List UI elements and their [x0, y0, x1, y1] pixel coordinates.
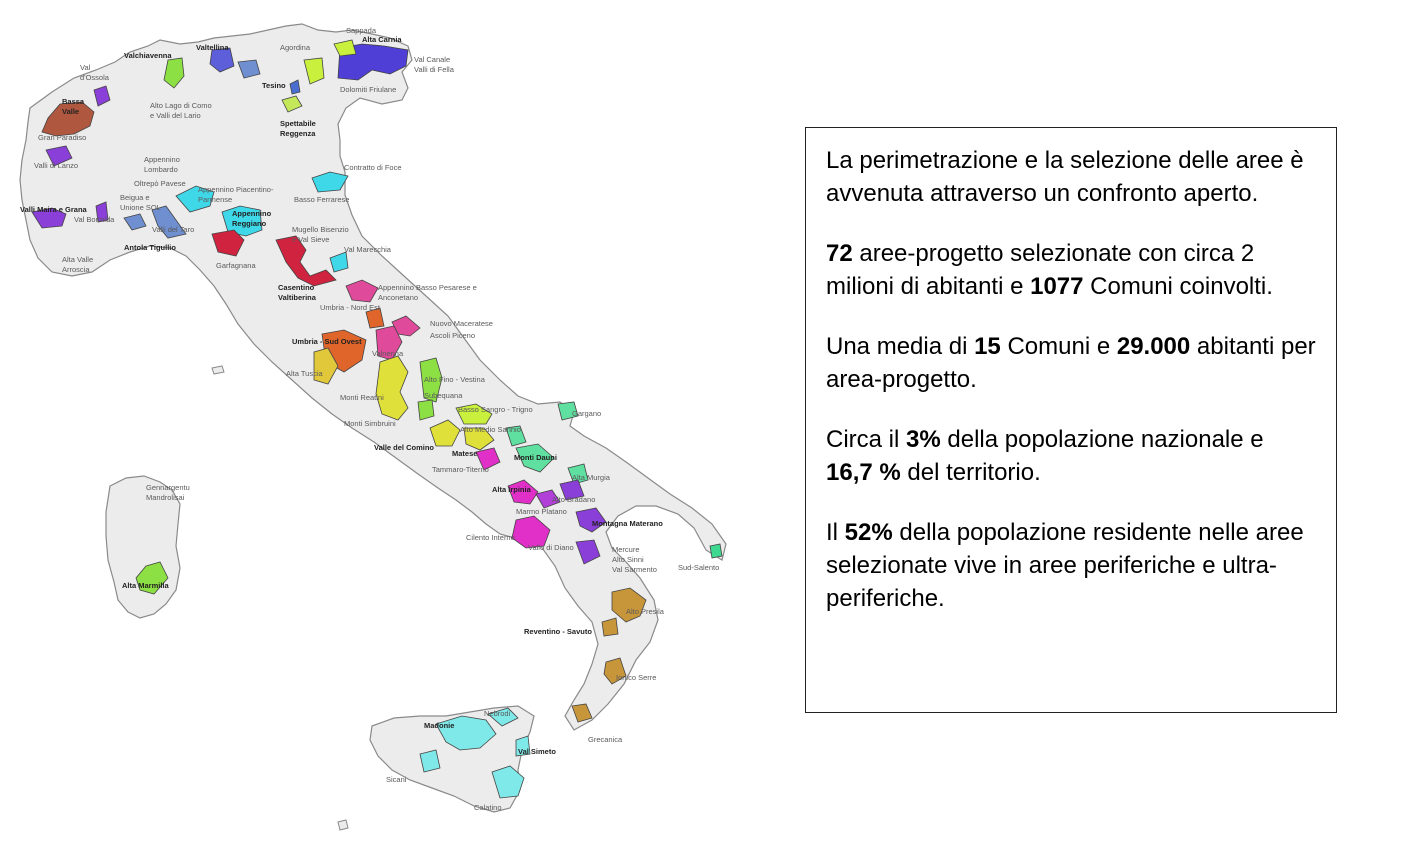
region-label-line: Ionico Serre [616, 673, 657, 682]
region-label-line: Madonie [424, 721, 455, 730]
region-label [344, 245, 392, 254]
region-label [286, 369, 324, 378]
info-number: 29.000 [1116, 333, 1191, 360]
region-label-line: Val Simeto [518, 747, 556, 756]
region-label-line: Mercure [612, 545, 640, 554]
info-paragraph-2 [826, 237, 1316, 303]
region-label-line: Appennino [144, 155, 180, 164]
region-label-line: Subequana [424, 391, 463, 400]
info-text: Comuni coinvolti. [1083, 273, 1273, 300]
region-label-line: Alta Murgia [572, 473, 610, 482]
region-label-line: Valle del Comino [374, 443, 435, 452]
region-label-line: e Val Sieve [292, 235, 330, 244]
region-label-line: Umbria - Nord Est [320, 303, 381, 312]
region-label-line: Monti Reatini [340, 393, 384, 402]
region-label-line: Valli Maira e Grana [20, 205, 87, 214]
region-label [474, 803, 502, 812]
region-label-line: Basso Sangro - Trigno [458, 405, 533, 414]
region-label-line: Monti Dauni [514, 453, 557, 462]
region-label [452, 449, 477, 458]
region-label [424, 721, 454, 730]
region-label [592, 519, 663, 528]
region-label [152, 225, 194, 234]
region-label-line: Alta Valle [62, 255, 94, 264]
region-label-line: Valli del Taro [152, 225, 195, 234]
region-label [432, 465, 489, 474]
region-label-line: Alto Fino - Vestina [424, 375, 485, 384]
region-label-line: Monti Simbruini [344, 419, 396, 428]
italy-mainland [20, 24, 726, 730]
region-label-line: Mugello Bisenzio [292, 225, 349, 234]
region-label [340, 393, 384, 402]
region-label-line: Alto Medio Sannio [460, 425, 521, 434]
region-label-line: Reggenza [280, 129, 316, 138]
region-label-line: Arroscia [62, 265, 90, 274]
small-island [338, 820, 348, 830]
region-label-line: Sud-Salento [678, 563, 720, 572]
region-label [588, 735, 623, 744]
region-label [414, 55, 455, 74]
info-text: abitanti per area-progetto. [826, 333, 1316, 393]
region-label-line: Gennargentu [146, 483, 190, 492]
region-label [612, 545, 657, 574]
region-label [626, 607, 665, 616]
region-label-line: Sicani [386, 775, 407, 784]
region-label-line: Gran Paradiso [38, 133, 87, 142]
region-label [424, 375, 486, 384]
region-label [552, 495, 595, 504]
region-label-line: Val Sarmento [612, 565, 657, 574]
region-label-line: Mandrolisai [146, 493, 185, 502]
region-label [430, 319, 493, 328]
region-label [124, 51, 172, 60]
region-label [518, 747, 556, 756]
region-label [292, 337, 362, 346]
region-label-line: Nuovo Maceratese [430, 319, 493, 328]
region-label [430, 331, 475, 340]
region-label-line: Parmense [198, 195, 233, 204]
region-label-line: Valnerina [372, 349, 404, 358]
region-label-line: Valli di Fella [414, 65, 454, 74]
region-label-line: Marmo Platano [516, 507, 567, 516]
region-label-line: Spettabile [280, 119, 316, 128]
region-label-line: Val Bormida [74, 215, 115, 224]
region-label-line: Valchiavenna [124, 51, 172, 60]
info-number: 72 [826, 240, 853, 267]
region-label [346, 26, 377, 35]
region-label-line: Alto Sinni [612, 555, 644, 564]
region-label [516, 507, 567, 516]
region-label [280, 119, 316, 138]
region-label [134, 179, 186, 188]
region-label-line: Garfagnana [216, 261, 256, 270]
region-label [144, 155, 180, 174]
region-label-line: Reventino - Savuto [524, 627, 592, 636]
region-label [424, 391, 463, 400]
region-label [458, 405, 533, 414]
region-label [280, 43, 311, 52]
info-number: 15 [974, 333, 1001, 360]
region-label-line: Valle [62, 107, 80, 116]
region-label [460, 425, 521, 434]
region-label [232, 209, 272, 228]
region-label-line: Agordina [280, 43, 311, 52]
region-label-line: Unione SOL [120, 203, 161, 212]
region-label [492, 485, 532, 494]
region-label-line: Val Canale [414, 55, 451, 64]
region-label-line: d'Ossola [80, 73, 109, 82]
region-label-line: Matese [452, 449, 478, 458]
region-label-line: Vallo di Diano [528, 543, 574, 552]
region-label-line: Basso Ferrarese [294, 195, 350, 204]
region-label [62, 255, 93, 274]
region-label [216, 261, 256, 270]
region-label [344, 419, 396, 428]
region-label-line: Umbria - Sud Ovest [292, 337, 362, 346]
area-patch [710, 544, 722, 558]
info-text: del territorio. [900, 459, 1041, 486]
info-text: Comuni e [1000, 333, 1117, 360]
info-text: della popolazione nazionale e [940, 426, 1264, 453]
region-label [528, 543, 574, 552]
region-label-line: Oltrepò Pavese [134, 179, 186, 188]
info-number: 3% [906, 426, 941, 453]
region-label [374, 443, 434, 452]
region-label [466, 533, 515, 542]
info-text: Il [826, 519, 845, 546]
area-patch [418, 400, 434, 420]
region-label [146, 483, 190, 502]
region-label-line: Nebrodi [484, 709, 511, 718]
info-text: aree-progetto selezionate con circa 2 milioni di abitanti e [826, 240, 1255, 300]
region-label-line: Alta Irpinia [492, 485, 531, 494]
region-label [124, 243, 176, 252]
info-paragraph-5 [826, 516, 1316, 615]
region-label [74, 215, 115, 224]
region-label-line: Reggiano [232, 219, 267, 228]
region-label [344, 163, 402, 172]
region-label-line: Ascoli Piceno [430, 331, 476, 340]
region-label [372, 349, 404, 358]
region-label [320, 303, 381, 312]
info-paragraph-3 [826, 330, 1316, 396]
region-label [340, 85, 396, 94]
region-label-line: Antola Tigullio [124, 243, 176, 252]
region-label-line: Tammaro-Titerno [432, 465, 489, 474]
region-label-line: Alta Carnia [362, 35, 402, 44]
region-label [362, 35, 402, 44]
region-label-line: Anconetano [378, 293, 419, 302]
region-label-line: Contratto di Foce [344, 163, 402, 172]
region-label [514, 453, 557, 462]
region-label-line: Bassa [62, 97, 85, 106]
region-label-line: e Valli del Lario [150, 111, 201, 120]
region-label [572, 409, 601, 418]
region-label [262, 81, 286, 90]
region-label-line: Appennino Basso Pesarese e [378, 283, 477, 292]
region-label-line: Alto Lago di Como [150, 101, 212, 110]
region-label-line: Alta Marmilla [122, 581, 169, 590]
region-label-line: Montagna Materano [592, 519, 663, 528]
region-label-line: Sappada [346, 26, 377, 35]
region-label [678, 563, 719, 572]
area-patch [420, 750, 440, 772]
region-label [20, 205, 88, 214]
region-label-line: Alto Presila [626, 607, 664, 616]
region-label-line: Val Marecchia [344, 245, 391, 254]
region-label-line: Valtellina [196, 43, 229, 52]
region-label-line: Cilento Interno [466, 533, 515, 542]
region-label-line: Alta Tuscia [286, 369, 323, 378]
region-label-line: Dolomiti Friulane [340, 85, 397, 94]
small-island [212, 366, 224, 374]
info-number: 16,7 % [826, 459, 901, 486]
region-label-line: Valtiberina [278, 293, 316, 302]
region-label [196, 43, 229, 52]
region-label-line: Val [80, 63, 91, 72]
region-label [484, 709, 511, 718]
info-paragraph-4 [826, 423, 1316, 489]
region-label [572, 473, 611, 482]
region-label-line: Calatino [474, 803, 502, 812]
region-label-line: Gargano [572, 409, 602, 418]
info-text: Una media di [826, 333, 975, 360]
region-label [294, 195, 349, 204]
info-text: Circa il [826, 426, 907, 453]
region-label-line: Tesino [262, 81, 286, 90]
region-label-line: Valli di Lanzo [34, 161, 79, 170]
region-label [34, 161, 78, 170]
info-text-box [805, 127, 1337, 713]
region-label [386, 775, 407, 784]
region-label-line: Grecanica [588, 735, 623, 744]
info-number: 1077 [1030, 273, 1084, 300]
region-label-line: Lombardo [144, 165, 178, 174]
info-text: della popolazione residente nelle aree selezionate vive in aree periferiche e ultra-periferiche. [826, 519, 1304, 612]
region-label [524, 627, 592, 636]
region-label-line: Beigua e [120, 193, 150, 202]
info-paragraph-1: La perimetrazione e la selezione delle aree è avvenuta attraverso un confronto aperto. [826, 147, 1304, 207]
region-label-line: Appennino [232, 209, 272, 218]
region-label [122, 581, 170, 590]
region-label-line: Appennino Piacentino- [198, 185, 274, 194]
region-label-line: Casentino [278, 283, 315, 292]
info-number: 52% [844, 519, 893, 546]
region-label [38, 133, 86, 142]
region-label-line: Alto Bradano [552, 495, 596, 504]
region-label [278, 283, 317, 302]
region-label [616, 673, 656, 682]
